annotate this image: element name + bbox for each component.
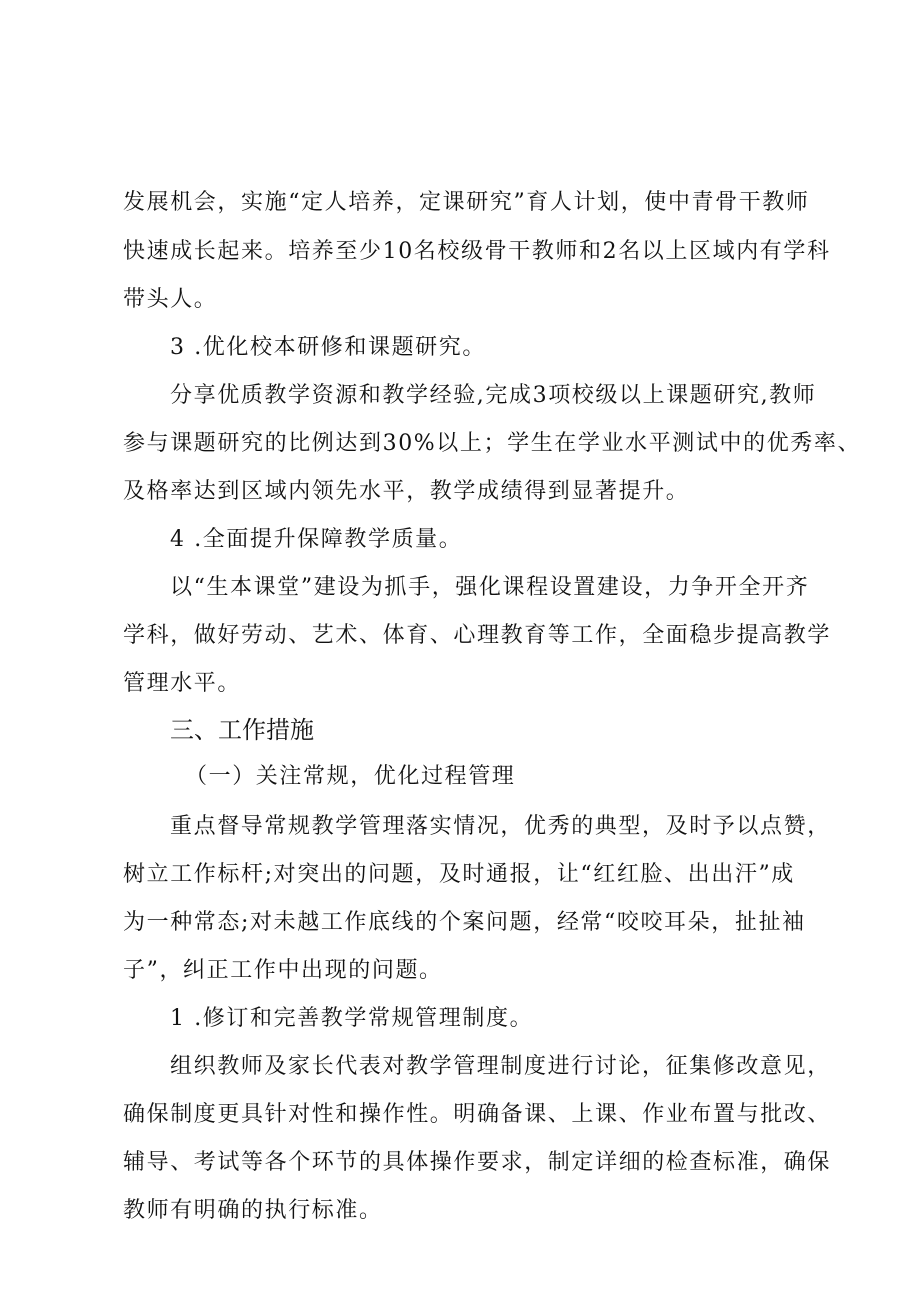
paragraph-line: 学科，做好劳动、艺术、体育、心理教育等工作，全面稳步提高教学 [123, 623, 832, 648]
paragraph-line: 辅导、考试等各个环节的具体操作要求，制定详细的检查标准，确保 [123, 1150, 832, 1175]
paragraph-line: 组织教师及家长代表对教学管理制度进行讨论，征集修改意见， [170, 1054, 831, 1079]
paragraph-line: 发展机会，实施“定人培养，定课研究”育人计划，使中青骨干教师 [123, 190, 810, 215]
paragraph-line: 带头人。 [123, 287, 218, 312]
paragraph-line: 分享优质教学资源和教学经验,完成3项校级以上课题研究,教师 [170, 383, 817, 408]
paragraph-line: 树立工作标杆;对突出的问题，及时通报，让“红红脸、出出汗”成 [123, 862, 795, 887]
paragraph-line: 重点督导常规教学管理落实情况，优秀的典型，及时予以点赞， [170, 814, 831, 839]
paragraph-line: 管理水平。 [123, 671, 242, 696]
section-item-4-title: 4 .全面提升保障教学质量。 [170, 527, 463, 552]
paragraph-line: 教师有明确的执行标准。 [123, 1198, 383, 1223]
paragraph-line: 为一种常态;对未越工作底线的个案问题，经常“咬咬耳朵，扯扯袖 [123, 910, 806, 935]
paragraph-line: 快速成长起来。培养至少10名校级骨干教师和2名以上区域内有学科 [123, 239, 831, 264]
section-item-3-title: 3 .优化校本研修和课题研究。 [170, 335, 486, 360]
paragraph-line: 及格率达到区域内领先水平，教学成绩得到显著提升。 [123, 479, 690, 504]
paragraph-line: 以“生本课堂”建设为抓手，强化课程设置建设，力争开全开齐 [170, 575, 810, 600]
section-heading: 三、工作措施 [170, 716, 314, 744]
section-item-1-title: 1 .修订和完善教学常规管理制度。 [170, 1006, 534, 1031]
paragraph-line: 确保制度更具针对性和操作性。明确备课、上课、作业布置与批改、 [123, 1102, 832, 1127]
paragraph-line: 参与课题研究的比例达到30%以上；学生在学业水平测试中的优秀率、 [123, 431, 862, 456]
paragraph-line: 子”，纠正工作中出现的问题。 [123, 958, 443, 983]
subsection-heading: （一）关注常规，优化过程管理 [185, 764, 516, 789]
